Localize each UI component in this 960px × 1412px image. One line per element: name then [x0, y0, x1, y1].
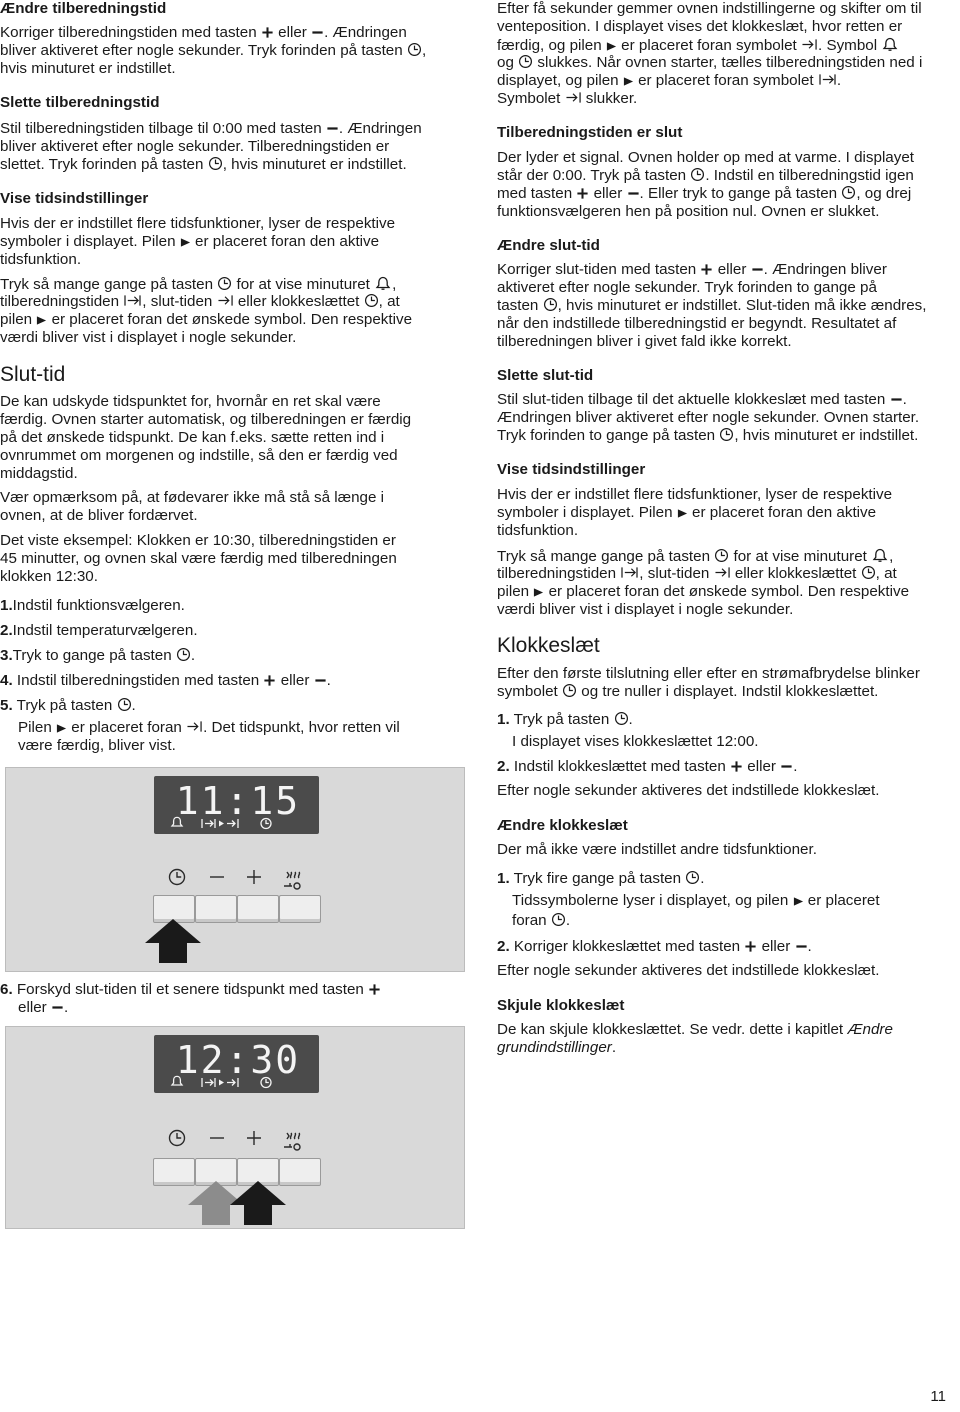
panel-symbols — [166, 866, 326, 888]
text: . — [131, 697, 136, 714]
text: Tidssymbolerne lyser i displayet, og pilen — [512, 892, 789, 909]
endtime-icon — [186, 719, 203, 734]
clock-icon — [714, 548, 729, 563]
text: . — [700, 870, 705, 887]
text: tidsfunktion. — [497, 522, 579, 539]
arrow-right-icon — [533, 587, 544, 598]
text: Der må ikke være indstillet andre tidsfunktioner. — [497, 841, 817, 858]
text: . Ændringen bliver — [763, 261, 887, 278]
text: Tryk forinden to gange på tasten — [497, 427, 716, 444]
text: er placeret foran det ønskede symbol. Den respektive — [548, 583, 910, 600]
step-number: 1. — [497, 870, 510, 887]
text: Symbolet — [497, 90, 561, 107]
text: . — [63, 999, 69, 1016]
text: Ændringen bliver aktiveret efter nogle sekunder. Ovnen starter. — [497, 409, 920, 426]
text: . — [190, 647, 196, 664]
text: klokken 12:30. — [0, 568, 98, 585]
text: er placeret foran symbolet — [621, 37, 797, 54]
text: , hvis minuturet er indstillet. Slut-tiden må ikke ændres, — [557, 297, 927, 314]
plus-icon — [261, 26, 274, 39]
text: Tryk så mange gange på tasten — [497, 548, 711, 565]
text: . — [628, 711, 633, 728]
text: eller — [593, 185, 623, 202]
text: Stil slut-tiden tilbage til det aktuelle klokkeslæt med tasten — [497, 391, 886, 408]
text: , at — [875, 565, 897, 582]
text: være færdig, bliver vist. — [18, 737, 176, 754]
text: færdig. Ovnen starter automatisk, og tilberedningen er færdig — [0, 411, 412, 428]
text: Tryk fire gange på tasten — [513, 870, 682, 887]
text: . Ændringen — [338, 120, 422, 137]
text: symboler i displayet. Pilen — [497, 504, 673, 521]
text: tasten — [497, 297, 539, 314]
text: . — [565, 912, 571, 929]
step-number: 1. — [497, 711, 510, 728]
text: I displayet vises klokkeslættet 12:00. — [512, 733, 759, 750]
text: aktiveret efter nogle sekunder. Tryk forinden to gange på — [497, 279, 877, 296]
text: er placeret foran — [71, 719, 182, 736]
text: 45 minutter, og ovnen skal være færdig med tilberedningen — [0, 550, 397, 567]
endtime-icon — [217, 293, 234, 308]
minus-icon — [780, 760, 793, 773]
step-number: 3. — [0, 647, 13, 664]
arrow-right-icon — [180, 237, 191, 248]
clock-icon — [543, 297, 558, 312]
text: på det ønskede tidspunkt. De kan f.eks. sætte retten ind i — [0, 429, 385, 446]
bell-icon — [881, 36, 899, 52]
clock-icon — [685, 870, 700, 885]
clock-icon — [551, 912, 566, 927]
text: Stil tilberedningstiden tilbage til 0:00 med tasten — [0, 120, 322, 137]
arrow-right-icon — [677, 508, 688, 519]
plus-icon — [576, 187, 589, 200]
text: De kan udskyde tidspunktet for, hvornår en ret skal være — [0, 393, 381, 410]
endtime-icon — [714, 565, 731, 580]
text: og — [497, 54, 514, 71]
text: foran — [512, 912, 547, 929]
text: tilberedningstiden — [0, 293, 120, 310]
step-3 — [0, 647, 462, 665]
step-5 — [0, 697, 462, 715]
text: eller — [747, 758, 776, 775]
minus-icon — [627, 187, 640, 200]
text: Pilen — [18, 719, 52, 736]
text: , at — [378, 293, 400, 310]
text: , hvis minuturet er indstillet. — [222, 156, 407, 173]
duration-icon — [620, 565, 639, 580]
text: slukker. — [585, 90, 638, 107]
text: , og drej — [856, 185, 912, 202]
minus-icon — [326, 122, 339, 135]
chapter-reference: Ændre — [847, 1021, 893, 1038]
text: eller klokkeslættet — [734, 565, 857, 582]
heading-slette-tilberedningstid: Slette tilberedningstid — [0, 94, 160, 111]
plus-icon — [263, 674, 276, 687]
text: Det viste eksempel: Klokken er 10:30, tilberedningstiden er — [0, 532, 396, 549]
arrow-right-icon — [606, 41, 617, 52]
text: når den indstillede tilberedningstid er begyndt. Resultatet af — [497, 315, 897, 332]
clock-icon — [208, 156, 223, 171]
oven-panel-illustration-2 — [5, 1026, 465, 1229]
step-number: 1. — [0, 597, 13, 614]
text: Tryk to gange på tasten — [12, 647, 172, 664]
text: og tre nuller i displayet. Indstil klokkeslættet. — [581, 683, 879, 700]
oven-display — [154, 776, 319, 834]
text: bliver aktiveret efter nogle sekunder. Tilberedningstiden er — [0, 138, 390, 155]
display-graphics — [154, 776, 319, 834]
text: eller — [717, 261, 747, 278]
heading-aendre-tilberedningstid: Ændre tilberedningstid — [0, 0, 167, 17]
step-number: 5. — [0, 697, 13, 714]
text: , — [889, 548, 894, 565]
bell-icon — [871, 547, 889, 563]
arrow-right-icon — [793, 896, 804, 907]
arrow-right-icon — [36, 315, 47, 326]
text: Efter nogle sekunder aktiveres det indstillede klokkeslæt. — [497, 782, 880, 799]
heading-skjule-klokkeslaet: Skjule klokkeslæt — [497, 997, 625, 1014]
heading-vise-tidsindstillinger-2: Vise tidsindstillinger — [497, 461, 646, 478]
oven-display — [154, 1035, 319, 1093]
text: Indstil tilberedningstiden med tasten — [16, 672, 260, 689]
clock-icon — [841, 185, 856, 200]
text: værdi bliver vist i displayet i nogle sekunder. — [0, 329, 297, 346]
clock-icon — [861, 565, 876, 580]
step-number: 4. — [0, 672, 13, 689]
text: , — [392, 276, 397, 293]
step-number: 2. — [497, 758, 510, 775]
plus-icon — [744, 940, 757, 953]
endtime-icon — [565, 90, 582, 105]
text: eller — [278, 24, 307, 41]
text: . — [807, 938, 812, 955]
text: . — [326, 672, 331, 689]
minus-icon — [751, 263, 764, 276]
clock-icon — [407, 42, 422, 57]
text: Korriger tilberedningstiden med tasten — [0, 24, 257, 41]
minus-icon — [311, 26, 324, 39]
text: slukkes. Når ovnen starter, tælles tilberedningstiden ned i — [537, 54, 923, 71]
text: er placeret foran det ønskede symbol. Den respektive — [51, 311, 413, 328]
minus-icon — [890, 393, 903, 406]
heading-vise-tidsindstillinger: Vise tidsindstillinger — [0, 190, 149, 207]
text: står der 0:00. Tryk på tasten — [497, 167, 687, 184]
text: Forskyd slut-tiden til et senere tidspunkt med tasten — [16, 981, 364, 998]
text: De kan skjule klokkeslættet. Se vedr. dette i kapitlet — [497, 1021, 844, 1038]
text: eller — [280, 672, 310, 689]
step-number: 2. — [0, 622, 13, 639]
step-number: 2. — [497, 938, 510, 955]
plus-icon — [730, 760, 743, 773]
text: er placeret — [807, 892, 880, 909]
oven-panel-illustration — [5, 767, 465, 972]
text: . — [793, 758, 798, 775]
text: Indstil klokkeslættet med tasten — [513, 758, 726, 775]
minus-icon — [314, 674, 327, 687]
text: Efter nogle sekunder aktiveres det indstillede klokkeslæt. — [497, 962, 880, 979]
panel-symbols — [166, 1127, 326, 1149]
text: Korriger klokkeslættet med tasten — [513, 938, 741, 955]
step-2 — [497, 938, 960, 956]
step-1 — [0, 597, 462, 615]
text: Hvis der er indstillet flere tidsfunktioner, lyser de respektive — [497, 486, 893, 503]
text: middagstid. — [0, 465, 78, 482]
text: Korriger slut-tiden med tasten — [497, 261, 697, 278]
text: Vær opmærksom på, at fødevarer ikke må stå så længe i — [0, 489, 385, 506]
heading-slut-tid: Slut-tid — [0, 363, 66, 386]
plus-icon — [368, 983, 381, 996]
clock-icon — [518, 54, 533, 69]
step-1 — [497, 711, 960, 729]
heading-aendre-slut-tid: Ændre slut-tid — [497, 237, 600, 254]
text: , slut-tiden — [639, 565, 710, 582]
press-arrow-icon — [228, 1179, 288, 1225]
step-2 — [0, 622, 462, 640]
text: displayet, og pilen — [497, 72, 619, 89]
heading-aendre-klokkeslaet: Ændre klokkeslæt — [497, 817, 628, 834]
text: venteposition. I displayet vises det klokkeslæt, hvor retten er — [497, 18, 903, 35]
page-number: 11 — [930, 1388, 946, 1405]
plus-button[interactable] — [237, 895, 279, 923]
text: ovnrummet om morgenen og indstille, så den er færdig ved — [0, 447, 398, 464]
text: Tryk på tasten — [16, 697, 113, 714]
text: slettet. Tryk forinden på tasten — [0, 156, 204, 173]
text: hvis minuturet er indstillet. — [0, 60, 176, 77]
text: værdi bliver vist i displayet i nogle sekunder. — [497, 601, 794, 618]
text: tidsfunktion. — [0, 251, 82, 268]
arrow-right-icon — [623, 76, 634, 87]
plus-icon — [700, 263, 713, 276]
text: . — [611, 1039, 617, 1056]
text: Indstil temperaturvælgeren. — [12, 622, 198, 639]
bell-icon — [374, 275, 392, 291]
text: , hvis minuturet er indstillet. — [734, 427, 919, 444]
clock-icon — [176, 647, 191, 662]
duration-icon — [818, 72, 837, 87]
text: . — [836, 72, 842, 89]
step-4 — [0, 672, 462, 690]
clock-icon — [217, 276, 232, 291]
duration-icon — [123, 293, 142, 308]
text: eller klokkeslættet — [237, 293, 360, 310]
heading-klokkeslaet: Klokkeslæt — [497, 634, 600, 657]
text: funktionsvælgeren hen på position nul. Ovnen er slukket. — [497, 203, 880, 220]
display-time: 12:30 — [175, 1038, 301, 1082]
text: tilberedningstiden — [497, 565, 617, 582]
clock-icon — [690, 167, 705, 182]
heading-tilberedningstiden-er-slut: Tilberedningstiden er slut — [497, 124, 683, 141]
text: Der lyder et signal. Ovnen holder op med at varme. I displayet — [497, 149, 915, 166]
text: for at vise minuturet — [733, 548, 867, 565]
clock-icon — [364, 293, 379, 308]
clock-icon — [562, 683, 577, 698]
text: , slut-tiden — [142, 293, 213, 310]
endtime-icon — [801, 37, 818, 52]
text: Efter få sekunder gemmer ovnen indstillingerne og skifter om til — [497, 0, 922, 17]
text: er placeret foran symbolet — [638, 72, 814, 89]
text: ovnen, at de bliver fordærvet. — [0, 507, 198, 524]
text: Tryk så mange gange på tasten — [0, 276, 214, 293]
text: Hvis der er indstillet flere tidsfunktioner, lyser de respektive — [0, 215, 396, 232]
text: eller — [18, 999, 47, 1016]
text: Tryk på tasten — [513, 711, 610, 728]
text: symboler i displayet. Pilen — [0, 233, 176, 250]
minus-icon — [795, 940, 808, 953]
text: , — [421, 42, 427, 59]
text: . Symbol — [818, 37, 878, 54]
press-arrow-icon — [143, 917, 203, 963]
clock-icon — [117, 697, 132, 712]
text: tilberedningen bliver i givet fald ikke korrekt. — [497, 333, 792, 350]
text: bliver aktiveret efter nogle sekunder. Tryk forinden på tasten — [0, 42, 403, 59]
heading-slette-slut-tid: Slette slut-tid — [497, 367, 594, 384]
text: Indstil funktionsvælgeren. — [12, 597, 185, 614]
text: . — [902, 391, 907, 408]
step-number: 6. — [0, 981, 13, 998]
text: for at vise minuturet — [236, 276, 370, 293]
text: færdig, og pilen — [497, 37, 602, 54]
arrow-right-icon — [56, 723, 67, 734]
text: pilen — [0, 311, 33, 328]
step-1 — [497, 870, 960, 888]
display-graphics — [154, 1035, 319, 1093]
clock-icon — [719, 427, 734, 442]
text: eller — [761, 938, 791, 955]
text: er placeret foran den aktive — [195, 233, 380, 250]
text: med tasten — [497, 185, 573, 202]
step-2 — [497, 758, 960, 776]
step-6 — [0, 981, 462, 999]
text: pilen — [497, 583, 530, 600]
clock-icon — [614, 711, 629, 726]
fastheat-button[interactable] — [279, 895, 321, 923]
text: . Indstil en tilberedningstid igen — [705, 167, 914, 184]
text: . Eller tryk to gange på tasten — [639, 185, 838, 202]
text: symbolet — [497, 683, 558, 700]
text: Efter den første tilslutning eller efter en strømafbrydelse blinker — [497, 665, 920, 682]
minus-icon — [51, 1001, 64, 1014]
text: er placeret foran den aktive — [692, 504, 877, 521]
text: . Det tidspunkt, hvor retten vil — [203, 719, 400, 736]
text: . Ændringen — [324, 24, 407, 41]
display-time: 11:15 — [175, 779, 301, 823]
chapter-reference: grundindstillinger — [497, 1039, 612, 1056]
